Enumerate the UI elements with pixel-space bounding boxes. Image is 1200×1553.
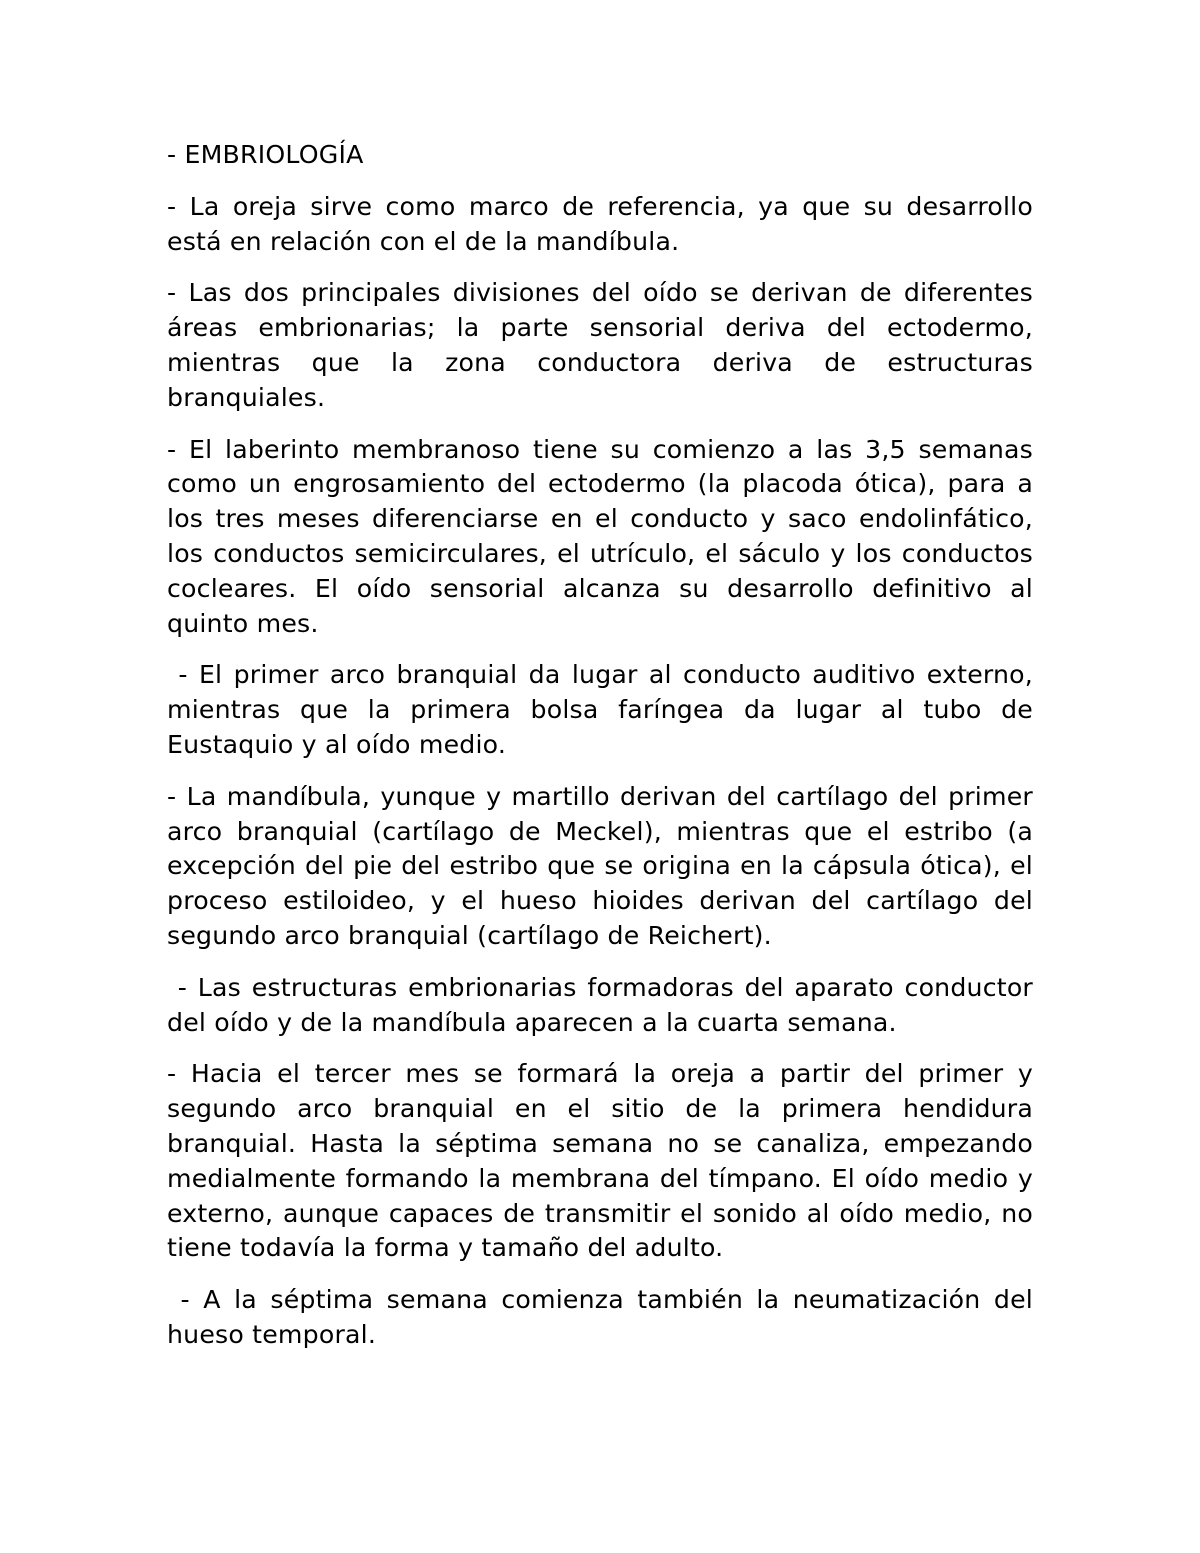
paragraph: - A la séptima semana comienza también la neumatización del hueso temporal. <box>167 1285 1042 1349</box>
paragraph: - Las estructuras embrionarias formadoras del aparato conductor del oído y de la mandíbula aparecen a la cuarta semana. <box>167 972 1042 1037</box>
document-body <box>167 138 1042 1370</box>
section-heading: - EMBRIOLOGÍA <box>167 140 364 169</box>
paragraph: - Hacia el tercer mes se formará la oreja a partir del primer y segundo arco branquial en el sitio de la primera hendidura branquial. Hasta la séptima semana no se canaliza, empezando medialmente formando la membrana del tímpano. El oído medio y externo, aunque capaces de transmitir el sonido al oído medio, no tiene todavía la forma y tamaño del adulto. <box>167 1059 1042 1263</box>
paragraph: - El laberinto membranoso tiene su comienzo a las 3,5 semanas como un engrosamiento del ectodermo (la placoda ótica), para a los tres meses diferenciarse en el conducto y saco endolinfático, los conductos semicirculares, el utrículo, el sáculo y los conductos cocleares. El oído sensorial alcanza su desarrollo definitivo al quinto mes. <box>167 434 1042 638</box>
paragraph: - La mandíbula, yunque y martillo derivan del cartílago del primer arco branquial (cartílago de Meckel), mientras que el estribo (a excepción del pie del estribo que se origina en la cápsula ótica), el proceso estiloideo, y el hueso hioides derivan del cartílago del segundo arco branquial (cartílago de Reichert). <box>167 781 1042 950</box>
paragraph: - El primer arco branquial da lugar al conducto auditivo externo, mientras que la primera bolsa faríngea da lugar al tubo de Eustaquio y al oído medio. <box>167 660 1042 759</box>
paragraph: - La oreja sirve como marco de referencia, ya que su desarrollo está en relación con el de la mandíbula. <box>167 191 1042 256</box>
paragraph: - Las dos principales divisiones del oído se derivan de diferentes áreas embrionarias; la parte sensorial deriva del ectodermo, mientras que la zona conductora deriva de estructuras branquiales. <box>167 278 1042 412</box>
